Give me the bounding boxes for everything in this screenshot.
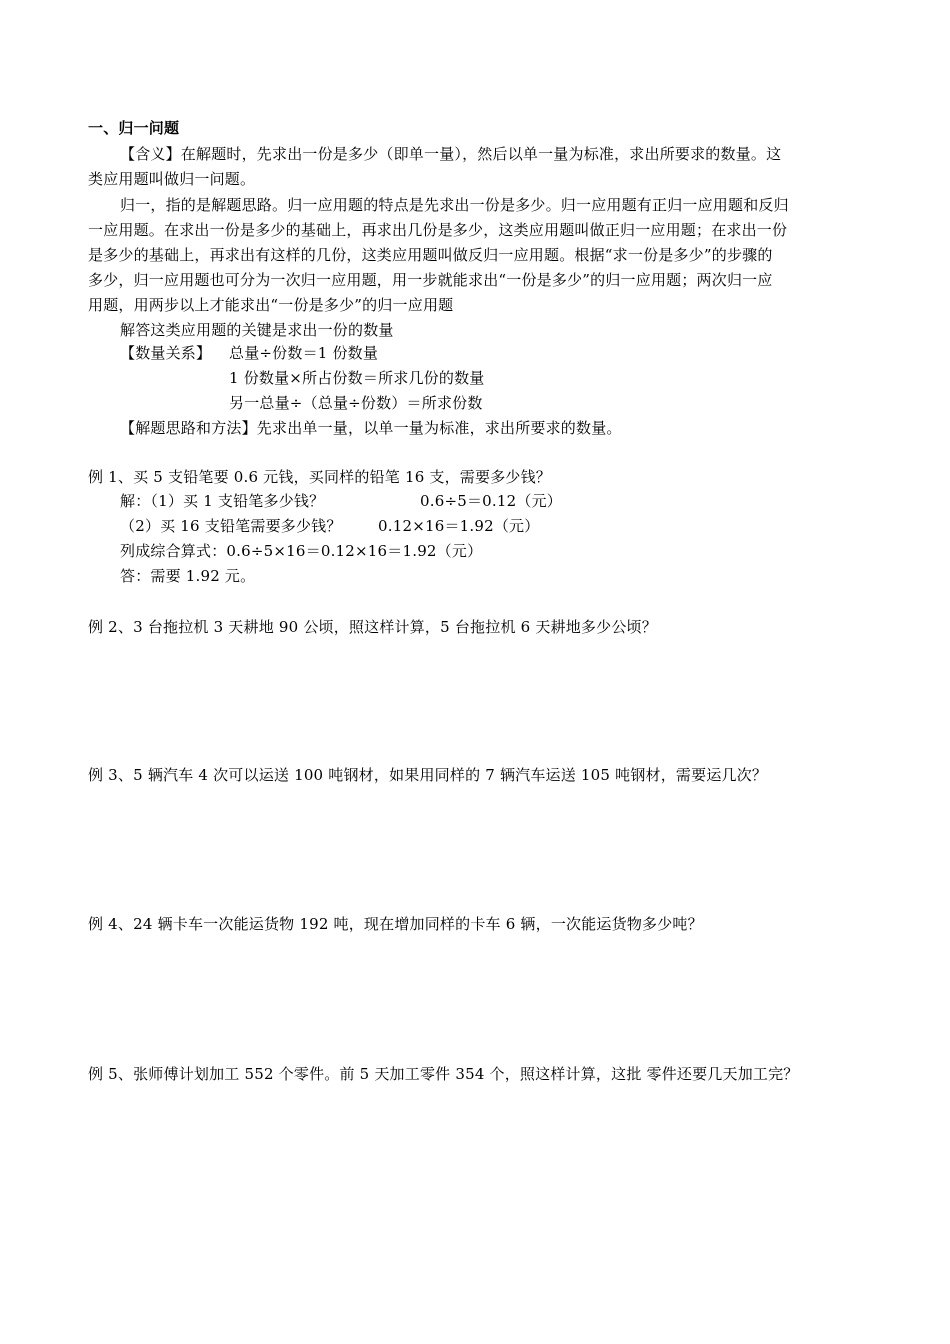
paragraph-2-line-5: 用题，用两步以上才能求出“一份是多少”的归一应用题: [88, 296, 454, 314]
section-title: 一、归一问题: [88, 119, 180, 137]
example-1-step-1: 解：（1）买 1 支铅笔多少钱？: [120, 492, 325, 510]
relation-label: 【数量关系】: [120, 344, 212, 362]
meaning-line-1: 【含义】在解题时，先求出一份是多少（即单一量），然后以单一量为标准，求出所要求的数量。这: [120, 145, 782, 163]
example-3-question: 例 3、5 辆汽车 4 次可以运送 100 吨钢材，如果用同样的 7 辆汽车运送 105 吨钢材，需要运几次？: [88, 766, 768, 784]
example-2-question: 例 2、3 台拖拉机 3 天耕地 90 公顷，照这样计算，5 台拖拉机 6 天耕地多少公顷？: [88, 618, 657, 636]
method-line: 【解题思路和方法】先求出单一量，以单一量为标准，求出所要求的数量。: [120, 419, 622, 437]
example-5-question: 例 5、张师傅计划加工 552 个零件。前 5 天加工零件 354 个，照这样计算，这批 零件还要几天加工完？: [88, 1065, 799, 1083]
meaning-line-2: 类应用题叫做归一问题。: [88, 170, 256, 188]
example-1-combined-formula: 列成综合算式：0.6÷5×16＝0.12×16＝1.92（元）: [120, 542, 483, 560]
relation-formula-3: 另一总量÷（总量÷份数）＝所求份数: [229, 394, 483, 412]
example-4-question: 例 4、24 辆卡车一次能运货物 192 吨，现在增加同样的卡车 6 辆，一次能运货物多少吨？: [88, 915, 703, 933]
example-1-answer: 答：需要 1.92 元。: [120, 567, 256, 585]
example-1-step-1-calc: 0.6÷5＝0.12（元）: [420, 492, 562, 510]
example-1-step-2-calc: 0.12×16＝1.92（元）: [378, 517, 540, 535]
paragraph-2-line-3: 是多少的基础上，再求出有这样的几份，这类应用题叫做反归一应用题。根据“求一份是多少”的步骤的: [88, 246, 773, 264]
example-1-step-2: （2）买 16 支铅笔需要多少钱？: [120, 517, 342, 535]
relation-formula-2: 1 份数量×所占份数＝所求几份的数量: [229, 369, 485, 387]
example-1-question: 例 1、买 5 支铅笔要 0.6 元钱，买同样的铅笔 16 支，需要多少钱？: [88, 468, 552, 486]
paragraph-2-line-2: 一应用题。在求出一份是多少的基础上，再求出几份是多少，这类应用题叫做正归一应用题；在求出一份: [88, 221, 788, 239]
paragraph-2-line-4: 多少，归一应用题也可分为一次归一应用题，用一步就能求出“一份是多少”的归一应用题；两次归一应: [88, 271, 773, 289]
key-point-line: 解答这类应用题的关键是求出一份的数量: [120, 321, 394, 339]
paragraph-2-line-1: 归一，指的是解题思路。归一应用题的特点是先求出一份是多少。归一应用题有正归一应用题和反归: [120, 196, 789, 214]
relation-formula-1: 总量÷份数＝1 份数量: [229, 344, 379, 362]
